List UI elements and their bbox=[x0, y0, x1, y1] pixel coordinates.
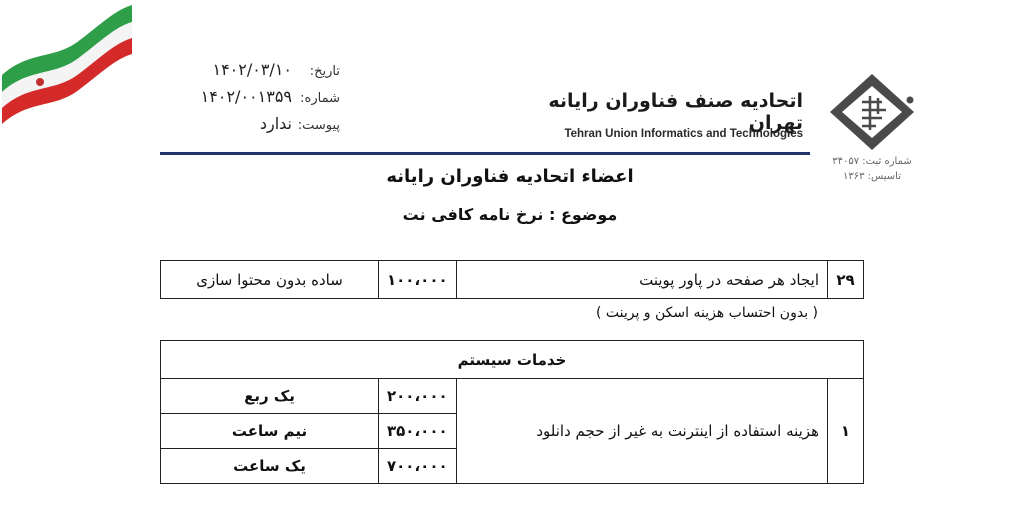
letter-meta bbox=[170, 60, 340, 141]
meta-attachment bbox=[170, 114, 340, 141]
iran-flag-icon bbox=[0, 0, 140, 125]
row-price: ۱۰۰،۰۰۰ bbox=[379, 261, 457, 299]
table-row bbox=[161, 261, 864, 299]
table-row bbox=[161, 379, 864, 414]
document-subject: موضوع : نرخ نامه کافی نت bbox=[402, 205, 618, 224]
meta-number-value: ۱۴۰۲/۰۰۱۳۵۹ bbox=[200, 87, 292, 106]
price-table-system-services bbox=[160, 340, 864, 484]
founded-year: تاسیس: ۱۳۶۳ bbox=[842, 171, 901, 182]
row-description: هزینه استفاده از اینترنت به غیر از حجم دانلود bbox=[456, 379, 827, 484]
price-table-powerpoint bbox=[160, 260, 864, 299]
org-name-fa: اتحادیه صنف فناوران رایانه تهران bbox=[548, 90, 803, 134]
row-number: ۱ bbox=[828, 379, 864, 484]
duration-quarter-hour: یک ربع bbox=[161, 379, 379, 414]
meta-date-value: ۱۴۰۲/۰۳/۱۰ bbox=[212, 60, 292, 79]
duration-half-hour: نیم ساعت bbox=[161, 414, 379, 449]
section-title: خدمات سیستم bbox=[161, 341, 864, 379]
price-quarter-hour: ۲۰۰،۰۰۰ bbox=[379, 379, 457, 414]
header-divider bbox=[160, 152, 810, 155]
price-one-hour: ۷۰۰،۰۰۰ bbox=[379, 449, 457, 484]
org-name-en: Tehran Union Informatics and Technologies bbox=[564, 128, 803, 140]
meta-number-label: شماره: bbox=[300, 91, 340, 106]
row-number: ۲۹ bbox=[828, 261, 864, 299]
meta-date-label: تاریخ: bbox=[309, 64, 340, 79]
meta-number bbox=[170, 87, 340, 114]
meta-date bbox=[170, 60, 340, 87]
meta-attachment-label: پیوست: bbox=[297, 118, 340, 133]
row-note: ساده بدون محتوا سازی bbox=[161, 261, 379, 299]
table-footnote: ( بدون احتساب هزینه اسکن و پرینت ) bbox=[595, 305, 818, 321]
table-header-row bbox=[161, 341, 864, 379]
registration-number: شماره ثبت: ۳۴۰۵۷ bbox=[832, 156, 912, 167]
union-logo-icon bbox=[826, 70, 918, 154]
document-heading: اعضاء اتحادیه فناوران رایانه bbox=[386, 166, 634, 187]
duration-one-hour: یک ساعت bbox=[161, 449, 379, 484]
meta-attachment-value: ندارد bbox=[259, 114, 292, 133]
price-half-hour: ۳۵۰،۰۰۰ bbox=[379, 414, 457, 449]
row-description: ایجاد هر صفحه در پاور پوینت bbox=[456, 261, 827, 299]
